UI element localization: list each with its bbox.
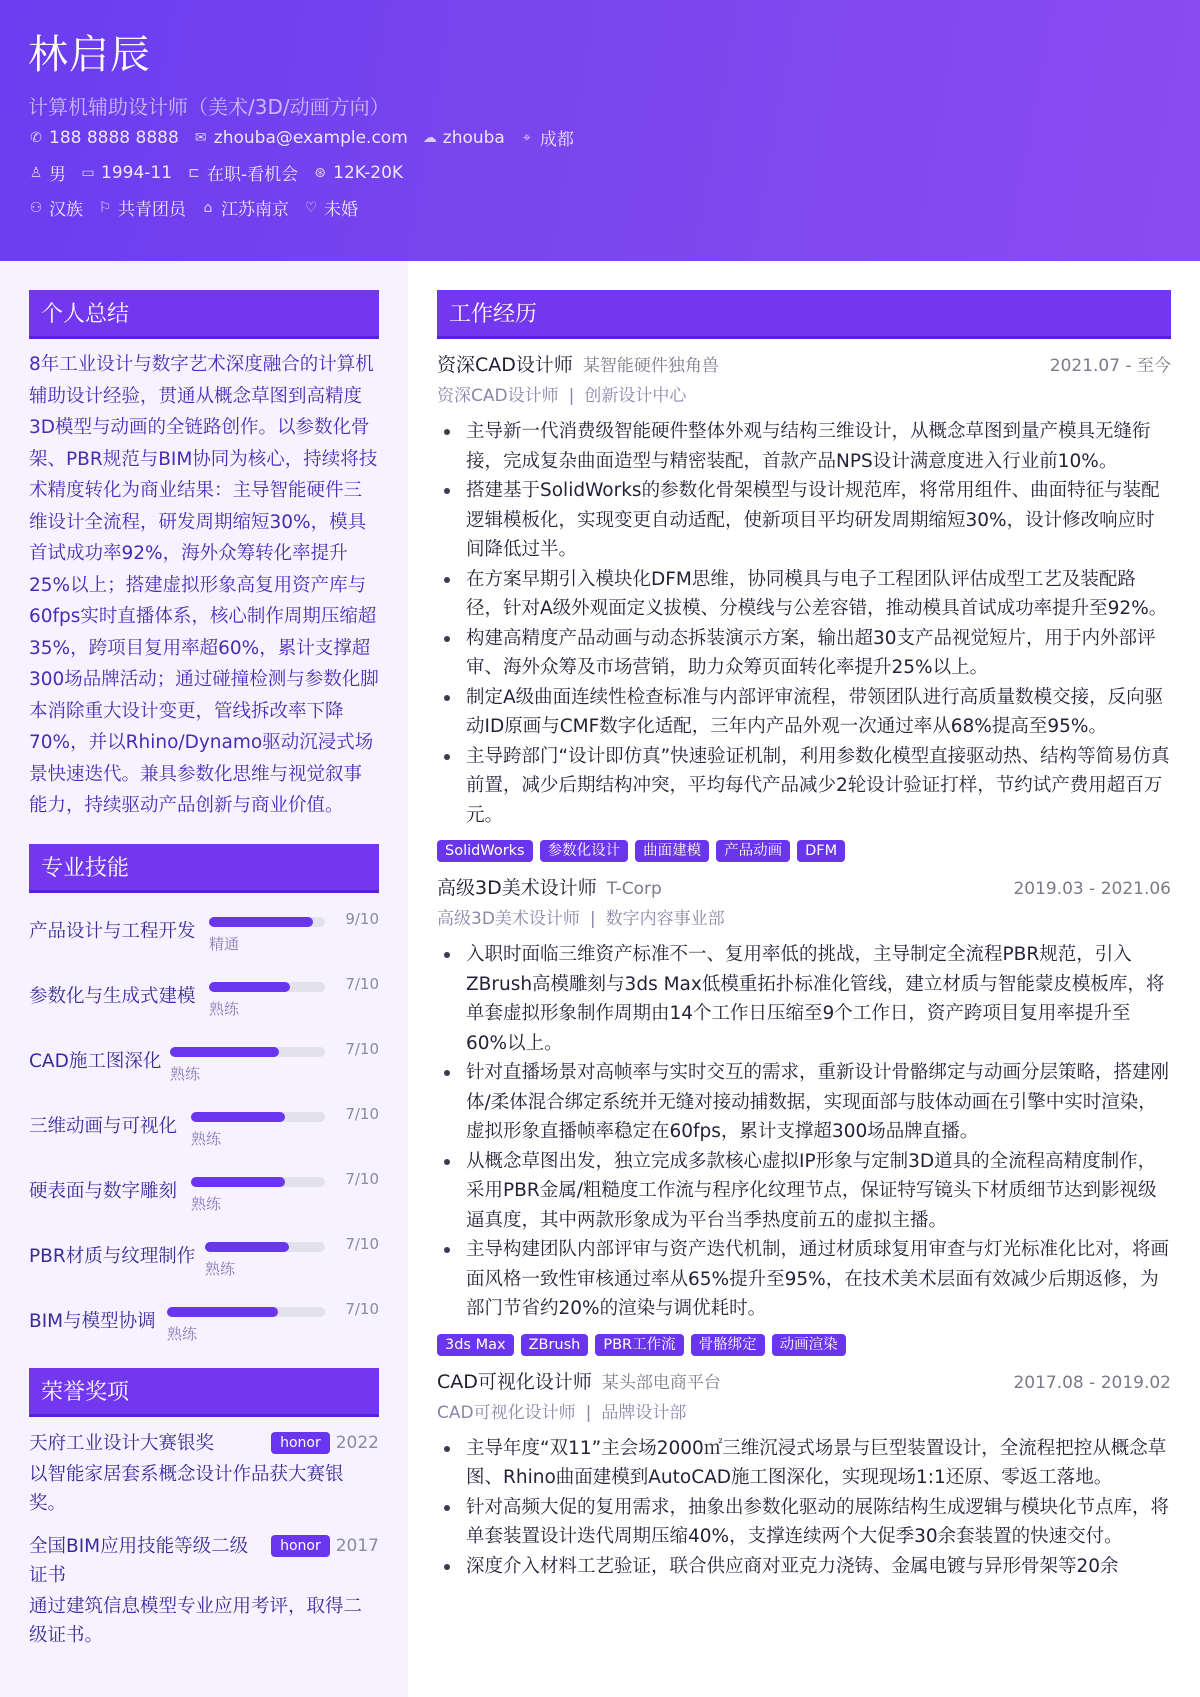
- honor-description: 以智能家居套系概念设计作品获大赛银奖。: [29, 1463, 344, 1514]
- skill-bar-fill: [170, 1047, 279, 1057]
- skill-name: 产品设计与工程开发: [29, 920, 196, 942]
- skill-tags: [437, 1334, 1171, 1356]
- skill-bar: [167, 1307, 325, 1317]
- mail-icon: ✉: [194, 129, 207, 146]
- skill-row: [29, 1037, 379, 1102]
- skill-tag: 参数化设计: [540, 840, 629, 862]
- achievement-item: 主导跨部门“设计即仿真”快速验证机制，利用参数化模型直接驱动热、结构等简易仿真前置，减少后期结构冲突，平均每代产品减少2轮设计验证打样，节约试产费用超百万元。: [437, 742, 1171, 831]
- skill-bar-fill: [205, 1242, 289, 1252]
- job-subline: [437, 906, 1171, 932]
- skill-bar-fill: [209, 982, 290, 992]
- skill-tag: SolidWorks: [437, 840, 533, 862]
- achievement-item: 制定A级曲面连续性检查标准与内部评审流程，带领团队进行高质量数模交接，反向驱动ID原画与CMF数字化适配，三年内产品外观一次通过率从68%提高至95%。: [437, 683, 1171, 742]
- achievement-item: 针对高频大促的复用需求，抽象出参数化驱动的展陈结构生成逻辑与模块化节点库，将单套装置设计迭代周期压缩40%，支撑连续两个大促季30余套装置的快速交付。: [437, 1493, 1171, 1552]
- calendar-icon: ▭: [81, 164, 95, 181]
- skill-tag: 骨骼绑定: [691, 1334, 765, 1356]
- job-date: 2021.07 - 至今: [1049, 356, 1171, 376]
- achievement-item: 主导新一代消费级智能硬件整体外观与结构三维设计，从概念草图到量产模具无缝衔接，完成复杂曲面造型与精密装配，首款产品NPS设计满意度进入行业前10%。: [437, 417, 1171, 476]
- job-company: 某头部电商平台: [601, 1372, 721, 1393]
- summary-heading: 个人总结: [29, 290, 379, 339]
- separator: |: [585, 1402, 592, 1423]
- job-target: 计算机辅助设计师（美术/3D/动画方向）: [28, 95, 390, 119]
- job-achievements: [437, 1434, 1171, 1582]
- info-text: 成都: [539, 130, 574, 150]
- skill-tag: ZBrush: [521, 1334, 589, 1356]
- achievement-item: 搭建基于SolidWorks的参数化骨架模型与设计规范库，将常用组件、曲面特征与装配逻辑模板化，实现变更自动适配，使新项目平均研发周期缩短30%，设计修改响应时间降低过半。: [437, 476, 1171, 565]
- job-achievements: [437, 940, 1171, 1324]
- skill-level: 熟练: [191, 1194, 222, 1213]
- honor-header: [29, 1532, 379, 1590]
- skill-score: 7/10: [345, 974, 379, 993]
- skill-bar: [191, 1177, 325, 1187]
- skill-name: BIM与模型协调: [29, 1310, 156, 1332]
- people-icon: ⚇: [29, 199, 43, 216]
- achievement-item: 针对直播场景对高帧率与实时交互的需求，重新设计骨骼绑定与动画分层策略，搭建刚体/柔体混合绑定系统并无缝对接动捕数据，实现面部与肢体动画在引擎中实时渲染，虚拟形象直播帧率稳定在60fps，累计支撑超300场品牌直播。: [437, 1058, 1171, 1147]
- right-column: [408, 261, 1200, 1697]
- skill-level: 熟练: [167, 1324, 198, 1343]
- skill-tag: 曲面建模: [635, 840, 709, 862]
- job-entry: [437, 1368, 1171, 1582]
- job-entry: [437, 874, 1171, 1356]
- skills-heading: 专业技能: [29, 844, 379, 893]
- skill-row: [29, 1232, 379, 1297]
- skill-tag: 动画渲染: [772, 1334, 846, 1356]
- separator: |: [568, 386, 575, 406]
- achievement-item: 构建高精度产品动画与动态拆装演示方案，输出超30支产品视觉短片，用于内外部评审、海外众筹及市场营销，助力众筹页面转化率提升25%以上。: [437, 624, 1171, 683]
- info-item: [80, 163, 172, 183]
- heart-icon: ♡: [304, 199, 318, 216]
- contact-row: [28, 120, 1172, 155]
- achievement-item: 从概念草图出发，独立完成多款核心虚拟IP形象与定制3D道具的全流程高精度制作，采用PBR金属/粗糙度工作流与程序化纹理节点，保证特写镜头下材质细节达到影视级逼真度，其中两款形象成为平台当季热度前五的虚拟主播。: [437, 1147, 1171, 1236]
- phone-icon: ✆: [30, 129, 42, 146]
- skill-bar: [209, 917, 325, 927]
- info-text: 江苏南京: [221, 200, 289, 220]
- salary-icon: ⊛: [314, 164, 327, 181]
- info-item: [519, 125, 574, 150]
- honor-description: 通过建筑信息模型专业应用考评，取得二级证书。: [29, 1595, 363, 1646]
- info-text: 188 8888 8888: [49, 127, 179, 148]
- location-icon: ⌖: [522, 129, 531, 146]
- honors-list: [29, 1429, 379, 1650]
- info-text: zhouba@example.com: [213, 127, 408, 148]
- skill-tag: 3ds Max: [437, 1334, 514, 1356]
- skill-score: 9/10: [345, 909, 379, 928]
- job-department: 品牌设计部: [601, 1402, 687, 1423]
- info-text: 共青团员: [118, 200, 186, 220]
- info-item: [422, 128, 505, 148]
- skill-name: 三维动画与可视化: [29, 1115, 178, 1137]
- info-item: [303, 195, 358, 220]
- skill-bar: [191, 1112, 325, 1122]
- skill-level: 熟练: [191, 1129, 222, 1148]
- info-item: [193, 128, 408, 148]
- job-role: 资深CAD设计师: [437, 386, 559, 406]
- skill-bar: [209, 982, 325, 992]
- jobs-list: [437, 351, 1171, 1581]
- job-subline: [437, 383, 1171, 409]
- skill-name: CAD施工图深化: [29, 1050, 162, 1072]
- honor-title: 全国BIM应用技能等级二级证书: [29, 1535, 249, 1586]
- skill-bar-fill: [167, 1307, 278, 1317]
- job-entry: [437, 351, 1171, 862]
- wechat-icon: ☁: [422, 129, 437, 146]
- info-text: 汉族: [49, 200, 83, 220]
- achievement-item: 入职时面临三维资产标准不一、复用率低的挑战，主导制定全流程PBR规范，引入ZBrush高模雕刻与3ds Max低模重拓扑标准化管线，建立材质与智能蒙皮模板库，将单套虚拟形象制作周期由14个工作日压缩至9个工作日，资产跨项目复用率提升至60%以上。: [437, 940, 1171, 1058]
- job-header: [437, 1368, 1171, 1397]
- skill-row: [29, 1102, 379, 1167]
- info-item: [97, 195, 186, 220]
- skill-bar-fill: [191, 1177, 285, 1187]
- info-item: [28, 195, 83, 220]
- job-header: [437, 351, 1171, 380]
- honor-badge: honor: [271, 1432, 330, 1454]
- skill-row: [29, 1297, 379, 1362]
- honor-badge: honor: [271, 1535, 330, 1557]
- info-text: 未婚: [324, 200, 358, 220]
- info-text: 12K-20K: [333, 162, 404, 183]
- home-icon: ⌂: [203, 199, 213, 216]
- job-title: 高级3D美术设计师: [437, 877, 597, 899]
- skill-row: [29, 1167, 379, 1232]
- skill-tag: 产品动画: [716, 840, 790, 862]
- skill-level: 熟练: [170, 1064, 201, 1083]
- honor-year: 2022: [335, 1432, 379, 1453]
- honor-item: [29, 1532, 379, 1650]
- job-title-group: [437, 1368, 721, 1397]
- job-role: CAD可视化设计师: [437, 1402, 576, 1423]
- info-text: 在职-看机会: [207, 165, 299, 185]
- job-title-group: [437, 351, 719, 380]
- briefcase-icon: ⊏: [188, 164, 200, 181]
- skill-level: 熟练: [205, 1259, 236, 1278]
- skill-row: [29, 972, 379, 1037]
- resume-header: [0, 0, 1200, 261]
- info-text: 男: [49, 165, 66, 185]
- skill-tag: DFM: [797, 840, 845, 862]
- skill-level: 熟练: [209, 999, 240, 1018]
- honors-heading: 荣誉奖项: [29, 1368, 379, 1417]
- achievement-item: 深度介入材料工艺验证，联合供应商对亚克力浇铸、金属电镀与异形骨架等20余: [437, 1552, 1171, 1582]
- experience-heading: 工作经历: [437, 290, 1171, 339]
- skill-score: 7/10: [345, 1234, 379, 1253]
- skill-bar: [205, 1242, 325, 1252]
- job-header: [437, 874, 1171, 903]
- job-department: 创新设计中心: [584, 386, 687, 406]
- skill-score: 7/10: [345, 1169, 379, 1188]
- skill-name: 参数化与生成式建模: [29, 985, 196, 1007]
- left-column: [0, 261, 408, 1697]
- honor-title: 天府工业设计大赛银奖: [29, 1432, 215, 1454]
- skill-score: 7/10: [345, 1299, 379, 1318]
- skill-tag: PBR工作流: [595, 1334, 683, 1356]
- skills-list: [29, 907, 379, 1362]
- skill-bar-fill: [209, 917, 313, 927]
- user-icon: ♙: [29, 164, 43, 181]
- skill-score: 7/10: [345, 1039, 379, 1058]
- info-item: [186, 160, 298, 185]
- info-item: [200, 195, 289, 220]
- achievement-item: 在方案早期引入模块化DFM思维，协同模具与电子工程团队评估成型工艺及装配路径，针对A级外观面定义拔模、分模线与公差容错，推动模具首试成功率提升至92%。: [437, 565, 1171, 624]
- skill-score: 7/10: [345, 1104, 379, 1123]
- skill-level: 精通: [209, 934, 240, 953]
- info-item: [28, 128, 179, 148]
- background-row: [28, 190, 1172, 225]
- job-role: 高级3D美术设计师: [437, 909, 580, 929]
- info-text: zhouba: [442, 127, 505, 148]
- job-title-group: [437, 874, 662, 903]
- skill-bar: [170, 1047, 325, 1057]
- candidate-name: 林启辰: [28, 32, 151, 78]
- skill-name: 硬表面与数字雕刻: [29, 1180, 178, 1202]
- job-date: 2019.03 - 2021.06: [1013, 879, 1171, 899]
- personal-row: [28, 155, 1172, 190]
- achievement-item: 主导年度“双11”主会场2000㎡三维沉浸式场景与巨型装置设计，全流程把控从概念草图、Rhino曲面建模到AutoCAD施工图深化，实现现场1:1还原、零返工落地。: [437, 1434, 1171, 1493]
- honor-year: 2017: [335, 1535, 379, 1556]
- info-text: 1994-11: [101, 162, 173, 183]
- job-company: 某智能硬件独角兽: [582, 356, 719, 376]
- honor-header: [29, 1429, 379, 1458]
- job-company: T-Corp: [606, 879, 662, 899]
- honor-item: [29, 1429, 379, 1518]
- job-title: 资深CAD设计师: [437, 354, 573, 376]
- job-date: 2017.08 - 2019.02: [1013, 1372, 1171, 1393]
- job-subline: [437, 1400, 1171, 1426]
- flag-icon: ⚐: [98, 199, 112, 216]
- skill-row: [29, 907, 379, 972]
- info-item: [312, 163, 403, 183]
- skill-tags: [437, 840, 1171, 862]
- separator: |: [589, 909, 596, 929]
- job-title: CAD可视化设计师: [437, 1370, 592, 1393]
- achievement-item: 主导构建团队内部评审与资产迭代机制，通过材质球复用审查与灯光标准化比对，将画面风格一致性审核通过率从65%提升至95%，在技术美术层面有效减少后期返修，为部门节省约20%的渲染与调优耗时。: [437, 1235, 1171, 1324]
- job-achievements: [437, 417, 1171, 830]
- summary-text: 8年工业设计与数字艺术深度融合的计算机辅助设计经验，贯通从概念草图到高精度3D模型与动画的全链路创作。以参数化骨架、PBR规范与BIM协同为核心，持续将技术精度转化为商业结果：主导智能硬件三维设计全流程，研发周期缩短30%，模具首试成功率92%，海外众筹转化率提升25%以上；搭建虚拟形象高复用资产库与60fps实时直播体系，核心制作周期压缩超35%，跨项目复用率超60%，累计支撑超300场品牌活动；通过碰撞检测与参数化脚本消除重大设计变更，管线拆改率下降70%，并以Rhino/Dynamo驱动沉浸式场景快速迭代。兼具参数化思维与视觉叙事能力，持续驱动产品创新与商业价值。: [29, 354, 379, 816]
- skill-bar-fill: [191, 1112, 285, 1122]
- info-item: [28, 160, 66, 185]
- skill-name: PBR材质与纹理制作: [29, 1245, 196, 1267]
- job-department: 数字内容事业部: [605, 909, 725, 929]
